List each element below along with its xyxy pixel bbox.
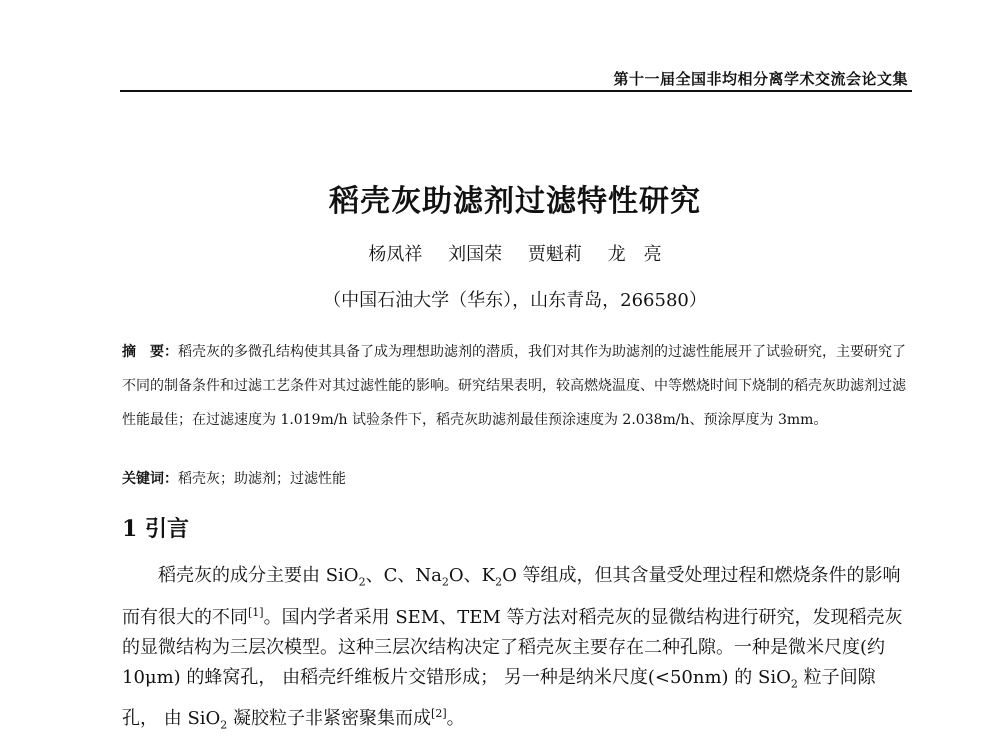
subscript: 2 [220, 718, 228, 732]
keywords [122, 468, 912, 488]
running-header: 第十一届全国非均相分离学术交流会论文集 [613, 70, 908, 88]
subscript: 2 [790, 677, 798, 691]
author-name: 刘国荣 [448, 244, 503, 265]
author-name: 杨凤祥 [368, 244, 423, 265]
keywords-text: 稻壳灰；助滤剂；过滤性能 [178, 471, 346, 487]
body-span: 粒子间隙孔， 由 SiO [122, 666, 876, 730]
body-span: O、K [448, 565, 496, 586]
author-list [0, 240, 1000, 266]
body-paragraph [122, 561, 910, 741]
header-rule [120, 90, 912, 92]
affiliation: （中国石油大学（华东），山东青岛，266580） [323, 290, 707, 311]
section-number: 1 [122, 516, 138, 542]
subscript: 2 [441, 575, 449, 589]
body-span: 凝胶粒子非紧密聚集而成 [227, 708, 432, 730]
keywords-label: 关键词： [122, 471, 178, 487]
body-span: 稻壳灰的成分主要由 SiO [158, 565, 359, 586]
body-span: 。 [446, 708, 465, 730]
author-name: 龙 亮 [607, 244, 662, 265]
body-span: O 等组成，但其含量受处理过程和燃烧条件的影响而有很大的不同 [122, 565, 901, 628]
section-title: 引言 [144, 516, 189, 542]
subscript: 2 [358, 575, 366, 589]
citation-ref[interactable]: [1] [248, 605, 264, 619]
abstract-text: 稻壳灰的多微孔结构使其具备了成为理想助滤剂的潜质，我们对其作为助滤剂的过滤性能展开了试验研究，主要研究了不同的制备条件和过滤工艺条件对其过滤性能的影响。研究结果表明，较高燃烧温度、中等燃烧时间下烧制的稻壳灰助滤剂过滤性能最佳；在过滤速度为 1.019m/h 试验条件下，稻壳灰助滤剂最佳预涂速度为 2.038m/h、预涂厚度为 3mm。 [122, 344, 906, 428]
subscript: 2 [495, 575, 503, 589]
section-heading [122, 512, 189, 543]
abstract-label: 摘 要： [122, 344, 178, 360]
author-name: 贾魁莉 [527, 244, 582, 265]
body-span: 、C、Na [365, 565, 442, 586]
paper-title: 稻壳灰助滤剂过滤特性研究 [329, 184, 701, 219]
citation-ref[interactable]: [2] [431, 707, 447, 721]
body-span: 。国内学者采用 SEM、TEM 等方法对稻壳灰的显微结构进行研究，发现稻壳灰的显微结构为三层次模型。这种三层次结构决定了稻壳灰主要存在二种孔隙。一种是微米尺度(约 10μm) 的蜂窝孔， 由稻壳纤维板片交错形成； 另一种是纳米尺度(<50nm) 的 SiO [122, 606, 903, 688]
abstract [122, 335, 912, 437]
